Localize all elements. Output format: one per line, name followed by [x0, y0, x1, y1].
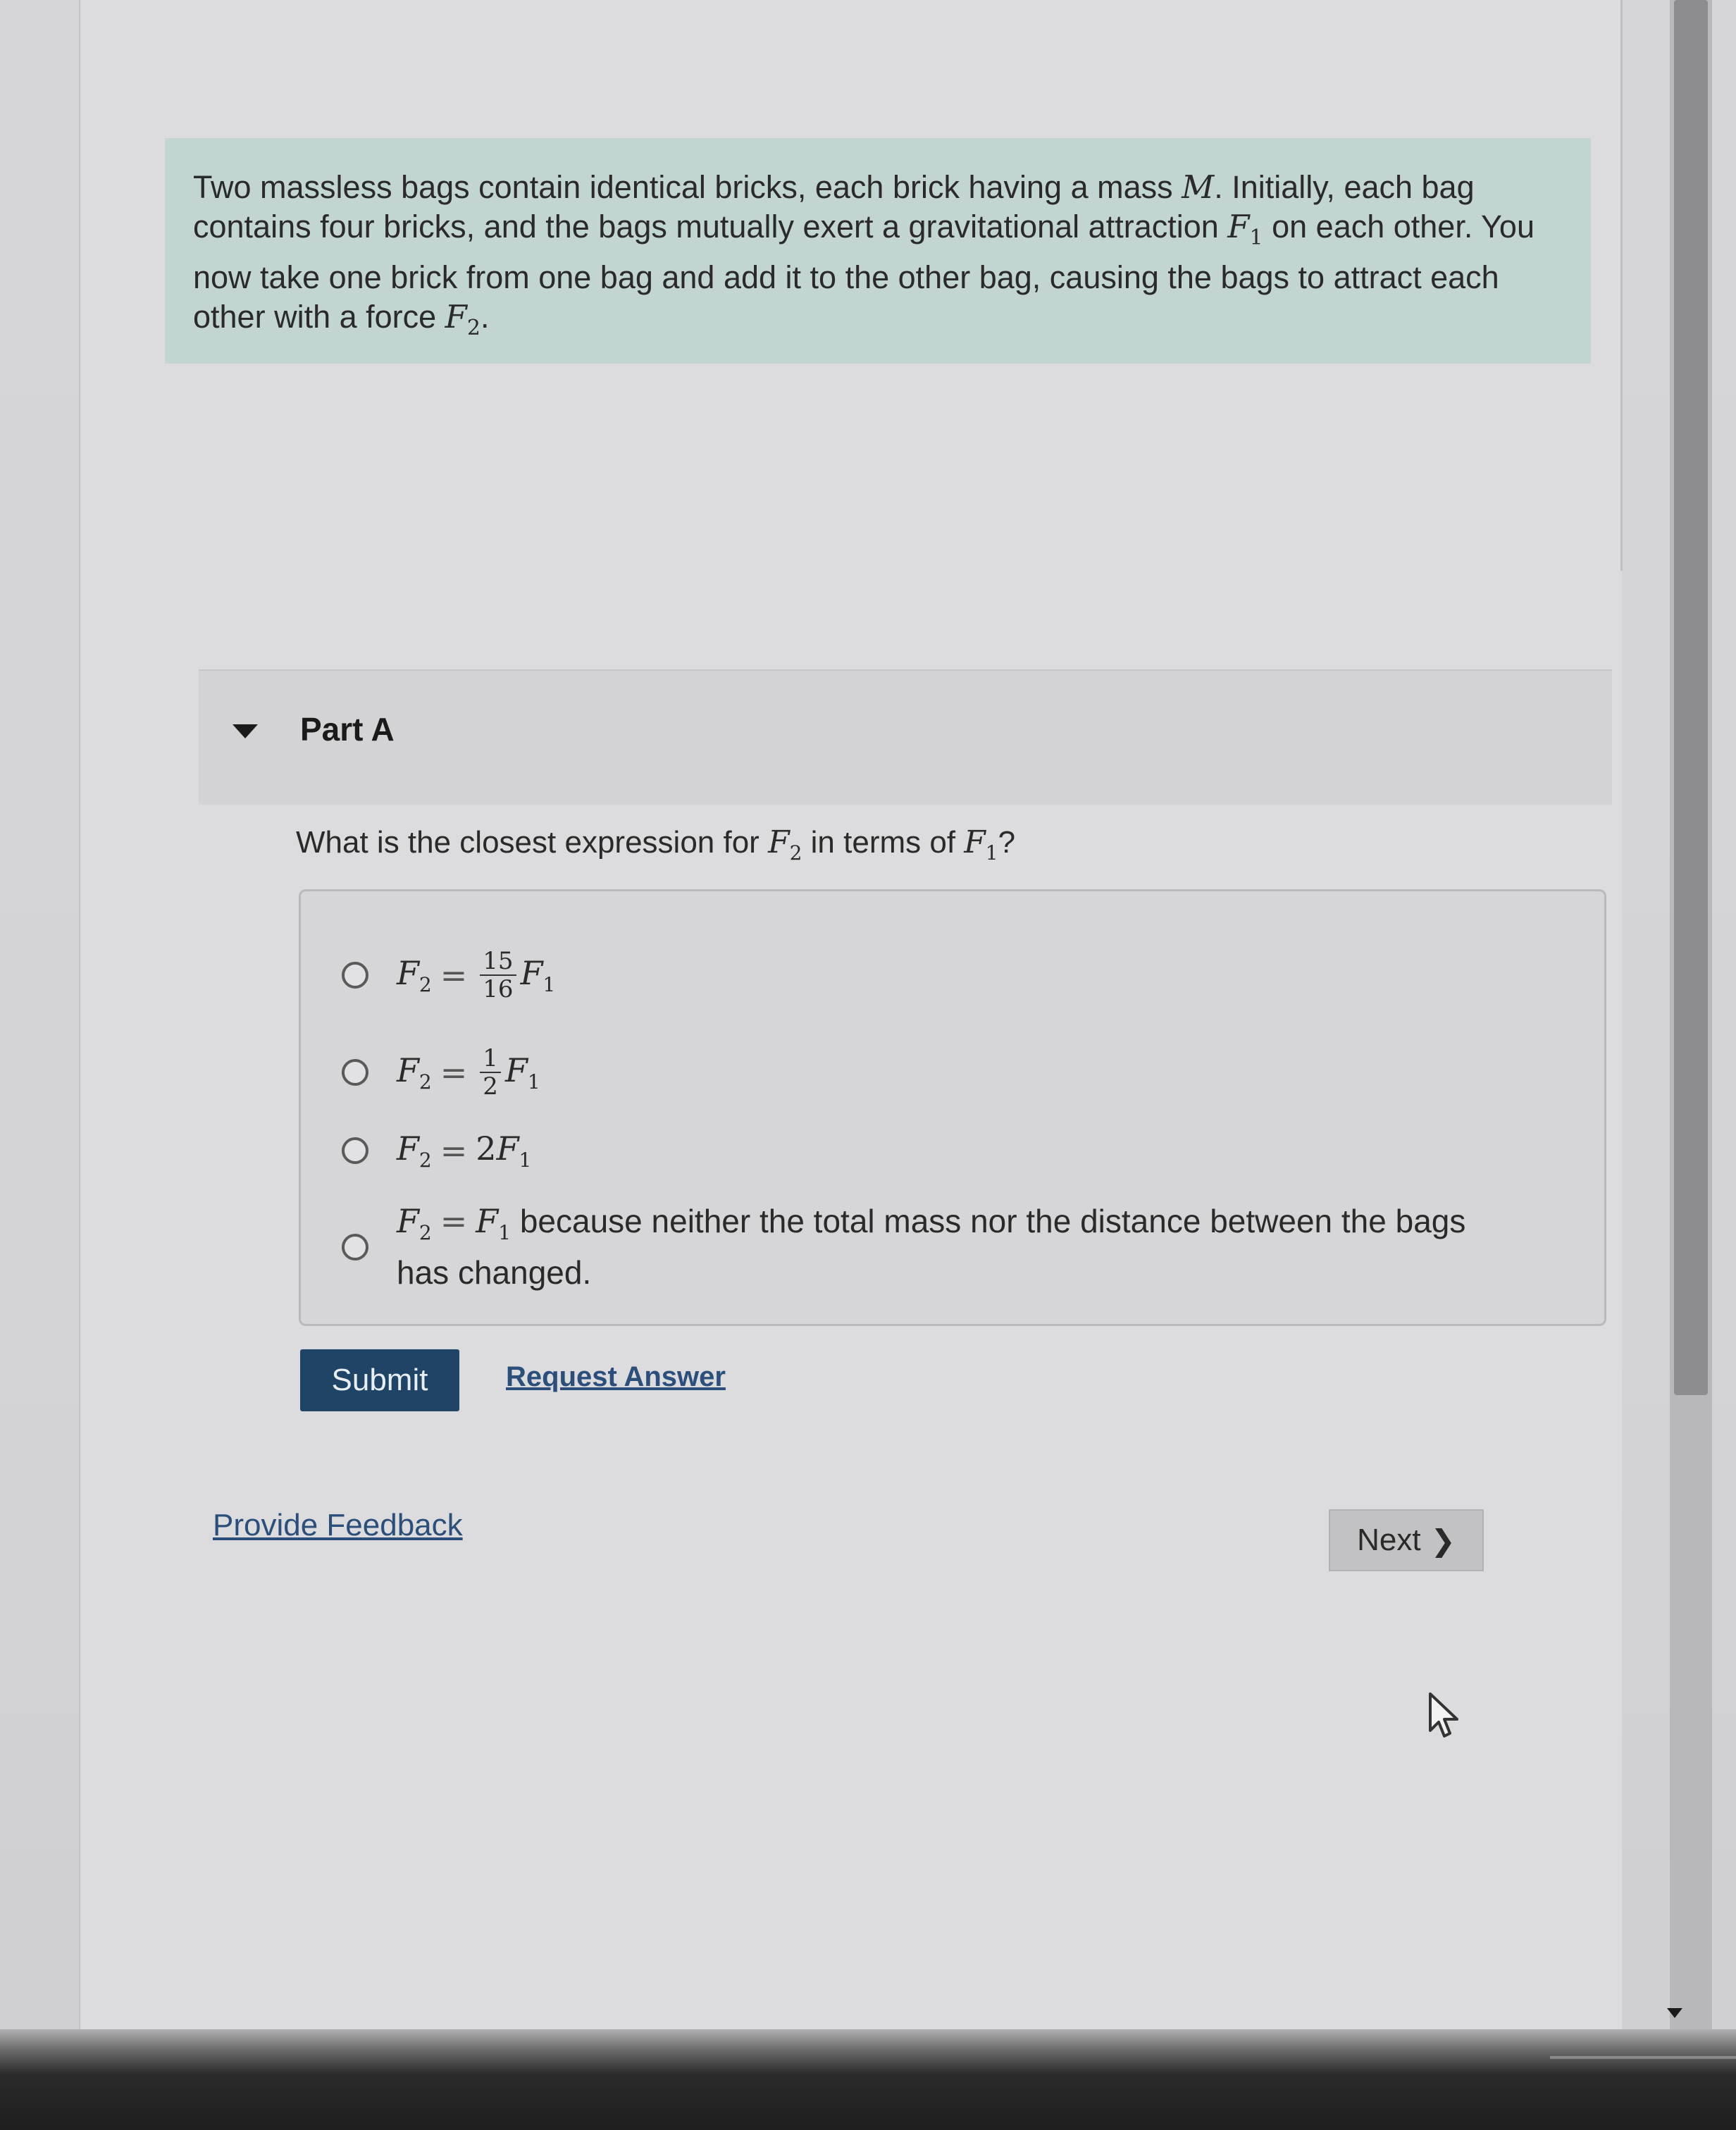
question-text-3: ? [998, 825, 1016, 860]
opt3-coefficient: 2 [476, 1129, 497, 1168]
opt1-numerator: 15 [480, 948, 516, 976]
opt2-rhs [505, 1051, 540, 1094]
f2-symbol: F [445, 298, 467, 335]
opt1-denominator: 16 [483, 975, 514, 1003]
question-f1-letter: F [964, 824, 986, 860]
opt4-lhs [397, 1202, 432, 1245]
option-2[interactable] [342, 1045, 540, 1100]
radio-button[interactable] [342, 1137, 368, 1164]
scroll-down-arrow-icon[interactable] [1667, 2008, 1682, 2018]
next-button[interactable] [1329, 1509, 1484, 1571]
scrollbar-thumb[interactable] [1674, 0, 1708, 1395]
f1-subscript: 1 [1249, 225, 1263, 250]
opt4-equals: = [440, 1202, 468, 1240]
option-3-label[interactable] [397, 1129, 531, 1172]
opt2-lhs-letter: F [397, 1051, 419, 1089]
opt1-rhs-letter: F [520, 953, 543, 992]
next-label: Next [1357, 1523, 1421, 1557]
opt1-lhs-sub: 2 [418, 973, 432, 997]
question-text-2: in terms of [802, 825, 965, 860]
caret-down-icon[interactable] [232, 724, 258, 738]
intro-text-3: on each other. You now take one brick from one bag and add it to the other bag, causing the bags to attract each other with a force [193, 209, 1534, 335]
opt2-denominator: 2 [483, 1072, 498, 1101]
f1-symbol: F [1227, 208, 1250, 245]
opt4-rhs [476, 1202, 512, 1245]
option-3[interactable] [342, 1129, 531, 1172]
intro-text-2: . Initially, each bag contains four bricks, and the bags mutually exert a gravitational attraction [193, 169, 1475, 244]
problem-statement [165, 138, 1591, 364]
opt4-lhs-sub: 2 [418, 1221, 432, 1245]
question-f2-letter: F [768, 824, 790, 860]
screen-bezel [0, 2029, 1736, 2130]
question-f1 [964, 824, 998, 865]
opt2-lhs-sub: 2 [418, 1070, 432, 1094]
left-divider [79, 0, 80, 2029]
option-1-label[interactable] [397, 948, 555, 1003]
answer-options [299, 889, 1606, 1326]
intro-text-4: . [480, 299, 490, 335]
question-f2 [768, 824, 802, 865]
opt1-rhs-sub: 1 [542, 973, 556, 997]
radio-button[interactable] [342, 962, 368, 989]
request-answer-link[interactable]: Request Answer [506, 1361, 726, 1392]
opt2-numerator: 1 [480, 1045, 501, 1073]
opt2-rhs-sub: 1 [527, 1070, 540, 1094]
option-1[interactable] [342, 948, 555, 1003]
opt1-equals: = [440, 956, 468, 994]
opt4-explanation: because neither the total mass nor the distance between the bags has changed. [397, 1203, 1466, 1292]
opt1-lhs [397, 954, 432, 996]
opt2-fraction [480, 1045, 501, 1100]
opt4-rhs-sub: 1 [498, 1221, 512, 1245]
question-text-1: What is the closest expression for [296, 825, 769, 860]
opt3-equals: = [440, 1132, 468, 1170]
right-divider [1620, 0, 1623, 571]
opt2-lhs [397, 1051, 432, 1094]
opt3-lhs-letter: F [397, 1129, 419, 1168]
option-4-label[interactable] [397, 1201, 1496, 1292]
opt3-rhs-letter: F [496, 1129, 519, 1168]
bezel-edge [1550, 2056, 1736, 2059]
option-2-label[interactable] [397, 1045, 540, 1100]
question-text [296, 824, 1015, 865]
opt3-rhs [476, 1129, 531, 1172]
intro-text-1: Two massless bags contain identical bricks, each brick having a mass [193, 169, 1182, 205]
opt3-lhs [397, 1129, 432, 1172]
option-4[interactable] [342, 1201, 1496, 1292]
mass-symbol: M [1182, 168, 1215, 206]
mouse-pointer-icon [1427, 1691, 1464, 1740]
question-f2-sub: 2 [789, 841, 802, 865]
opt4-rhs-letter: F [476, 1202, 499, 1240]
f2-subscript: 2 [466, 316, 480, 340]
opt1-fraction [480, 948, 516, 1003]
opt4-lhs-letter: F [397, 1202, 419, 1240]
opt2-equals: = [440, 1053, 468, 1091]
opt3-lhs-sub: 2 [418, 1148, 432, 1172]
part-a-header[interactable] [199, 669, 1612, 805]
radio-button[interactable] [342, 1234, 368, 1261]
opt1-rhs [521, 954, 556, 996]
question-f1-sub: 1 [985, 841, 998, 865]
opt2-rhs-letter: F [504, 1051, 528, 1089]
submit-button[interactable]: Submit [300, 1349, 459, 1411]
opt1-lhs-letter: F [397, 953, 419, 992]
part-title: Part A [300, 711, 395, 748]
chevron-right-icon: ❯ [1430, 1523, 1456, 1557]
opt3-rhs-sub: 1 [519, 1148, 532, 1172]
radio-button[interactable] [342, 1059, 368, 1086]
provide-feedback-link[interactable]: Provide Feedback [213, 1508, 463, 1542]
